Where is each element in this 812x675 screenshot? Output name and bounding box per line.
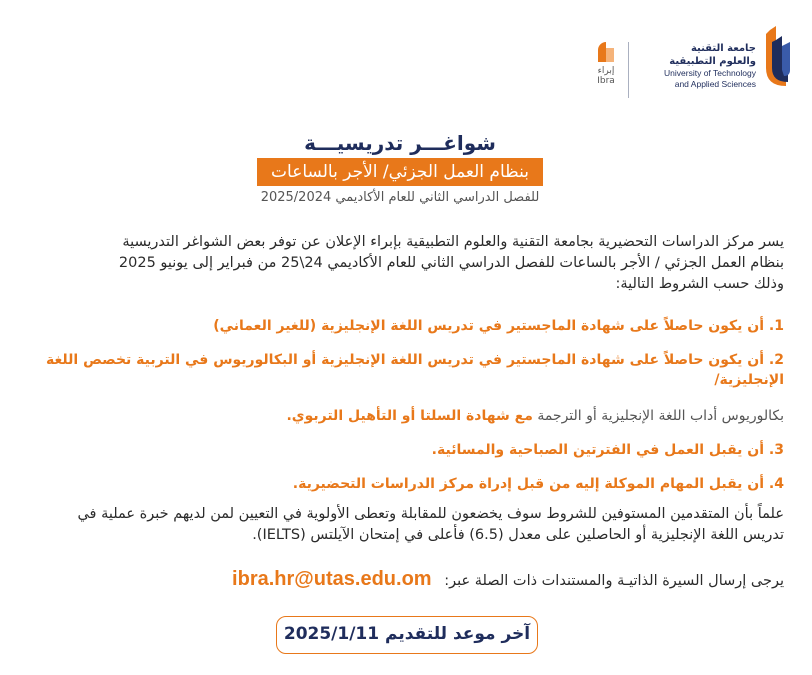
condition-text: بكالوريوس أداب اللغة الإنجليزية أو الترجمة (532, 408, 784, 424)
condition-text-highlight: مع شهادة السلتا أو التأهيل التربوي. (286, 408, 533, 424)
ibra-arabic-label: إبراء (597, 66, 615, 76)
contact-email-link[interactable]: ibra.hr@utas.edu.om (232, 568, 432, 590)
utas-arabic-line2: والعلوم التطبيقية (669, 56, 756, 67)
condition-item-continued (14, 406, 784, 426)
utas-name (636, 42, 756, 90)
condition-item: 4. أن يقبل المهام الموكلة إليه من قبل إدراة مركز الدراسات التحضيرية. (292, 476, 784, 492)
title-block (230, 130, 570, 208)
conditions-list (14, 316, 784, 494)
ibra-mark-icon (598, 42, 614, 62)
intro-paragraph (64, 232, 784, 295)
contact-line (24, 566, 784, 594)
logo-divider (628, 42, 629, 98)
utas-emblem-icon (760, 26, 792, 96)
condition-item: 1. أن يكون حاصلاً على شهادة الماجستير في تدريس اللغة الإنجليزية (للغير العماني) (213, 318, 784, 334)
ibra-logo (590, 42, 622, 102)
header-logos (590, 24, 790, 104)
note-line: تدريس اللغة الإنجليزية أو الحاصلين على معدل (6.5) فأعلى في إمتحان الآيلتس (IELTS). (252, 527, 784, 543)
note-line: علماً بأن المتقدمين المستوفين للشروط سوف يخضعون للمقابلة وتعطى الأولوية في التعيين لمن لديهم خبرة عملية في (77, 506, 784, 522)
intro-line: بنظام العمل الجزئي / الأجر بالساعات للفصل الدراسي الثاني للعام الأكاديمي 24\25 من فبراير إلى يونيو 2025 (118, 255, 784, 271)
utas-english-line1: University of Technology (664, 68, 756, 78)
intro-line: يسر مركز الدراسات التحضيرية بجامعة التقنية والعلوم التطبيقية بإبراء الإعلان عن توفر بعض الشواغر التدريسية (122, 234, 784, 250)
utas-arabic-line1: جامعة التقنية (690, 43, 756, 54)
utas-english-line2: and Applied Sciences (674, 79, 756, 89)
title-subtitle: للفصل الدراسي الثاني للعام الأكاديمي 2025/2024 (260, 190, 540, 205)
page-title: شواغـــر تدريسيـــة (304, 131, 496, 155)
deadline-badge: آخر موعد للتقديم 2025/1/11 (276, 616, 538, 654)
intro-line: وذلك حسب الشروط التالية: (615, 276, 784, 292)
note-paragraph (4, 504, 784, 546)
contact-text: يرجى إرسال السيرة الذاتيـة والمستندات ذات الصلة عبر: (444, 573, 784, 589)
condition-item: 2. أن يكون حاصلاً على شهادة الماجستير في تدريس اللغة الإنجليزية أو البكالوريوس في التربية تخصص اللغة الإنجليزية/ (46, 352, 784, 388)
condition-item: 3. أن يقبل العمل في الفترتين الصباحية والمسائية. (431, 442, 784, 458)
title-banner: بنظام العمل الجزئي/ الأجر بالساعات (257, 158, 543, 186)
ibra-english-label: Ibra (597, 76, 615, 86)
